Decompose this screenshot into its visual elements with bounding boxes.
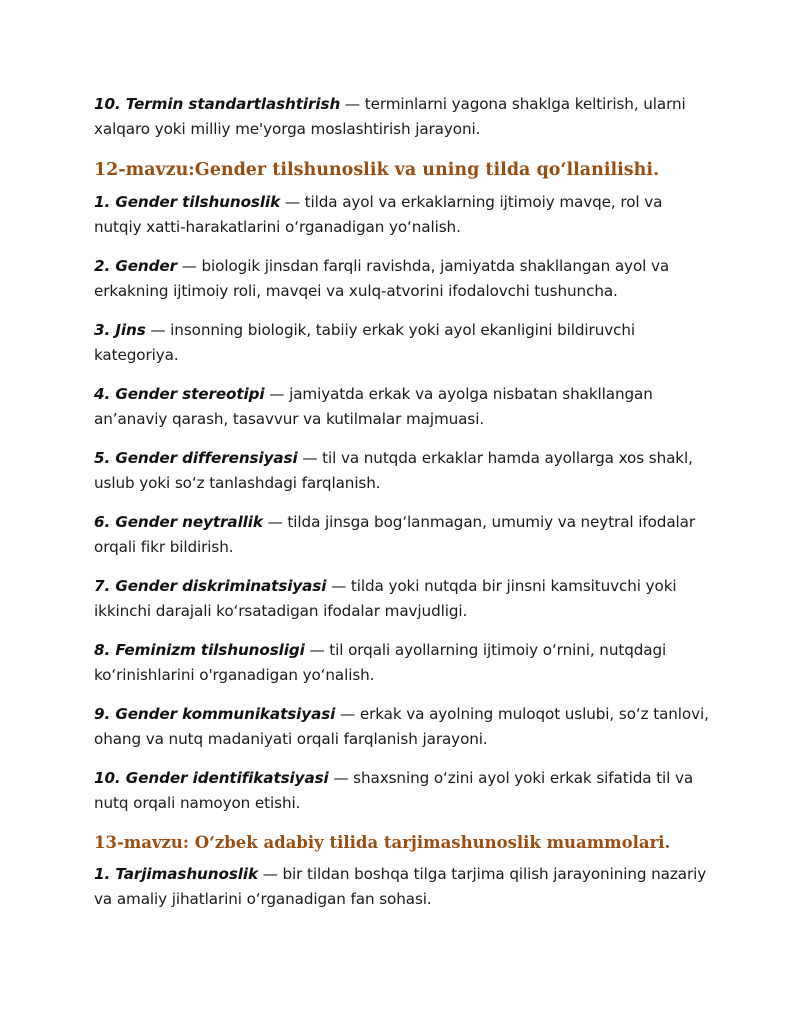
glossary-entry bbox=[94, 638, 714, 688]
section-12-heading: 12-mavzu:Gender tilshunoslik va uning tilda qo‘llanilishi. bbox=[94, 160, 660, 180]
document-page bbox=[94, 92, 714, 926]
entry-term: 7. Gender diskriminatsiyasi bbox=[94, 577, 327, 595]
entry-definition: — tilda jinsga bog‘lanmagan, umumiy va neytral ifodalar orqali fikr bildirish. bbox=[94, 513, 696, 556]
entry-definition: — jamiyatda erkak va ayolga nisbatan shakllangan an’anaviy qarash, tasavvur va kutilmalar majmuasi. bbox=[94, 385, 653, 428]
entry-definition: — tilda ayol va erkaklarning ijtimoiy mavqe, rol va nutqiy xatti-harakatlarini o‘rganadigan yo‘nalish. bbox=[94, 193, 663, 236]
entry-definition: — til orqali ayollarning ijtimoiy o‘rnini, nutqdagi ko‘rinishlarini o'rganadigan yo‘nalish. bbox=[94, 641, 667, 684]
entry-definition: — biologik jinsdan farqli ravishda, jamiyatda shakllangan ayol va erkakning ijtimoiy roli, mavqei va xulq-atvorini ifodalovchi tushuncha. bbox=[94, 257, 670, 300]
glossary-entry bbox=[94, 382, 714, 432]
entry-term: 6. Gender neytrallik bbox=[94, 513, 263, 531]
glossary-entry bbox=[94, 254, 714, 304]
glossary-entry bbox=[94, 190, 714, 240]
entry-term: 2. Gender bbox=[94, 257, 177, 275]
entry-definition: — bir tildan boshqa tilga tarjima qilish jarayonining nazariy va amaliy jihatlarini o‘rganadigan fan sohasi. bbox=[94, 865, 707, 908]
section-13-heading: 13-mavzu: O‘zbek adabiy tilida tarjimashunoslik muammolari. bbox=[94, 833, 671, 852]
glossary-entry bbox=[94, 446, 714, 496]
entry-definition: — til va nutqda erkaklar hamda ayollarga xos shakl, uslub yoki so‘z tanlashdagi farqlanish. bbox=[94, 449, 693, 492]
glossary-entry bbox=[94, 862, 714, 912]
entry-term: 5. Gender differensiyasi bbox=[94, 449, 298, 467]
entry-definition: — tilda yoki nutqda bir jinsni kamsituvchi yoki ikkinchi darajali ko‘rsatadigan ifodalar mavjudligi. bbox=[94, 577, 677, 620]
glossary-entry bbox=[94, 510, 714, 560]
entry-term: 10. Termin standartlashtirish bbox=[94, 95, 341, 113]
glossary-entry bbox=[94, 92, 714, 142]
entry-term: 4. Gender stereotipi bbox=[94, 385, 265, 403]
glossary-entry bbox=[94, 318, 714, 368]
entry-definition: — terminlarni yagona shaklga keltirish, ularni xalqaro yoki milliy me'yorga moslashtirish jarayoni. bbox=[94, 95, 686, 138]
entry-term: 9. Gender kommunikatsiyasi bbox=[94, 705, 336, 723]
glossary-entry bbox=[94, 574, 714, 624]
entry-term: 1. Gender tilshunoslik bbox=[94, 193, 281, 211]
entry-definition: — shaxsning o‘zini ayol yoki erkak sifatida til va nutq orqali namoyon etishi. bbox=[94, 769, 694, 812]
entry-definition: — insonning biologik, tabiiy erkak yoki ayol ekanligini bildiruvchi kategoriya. bbox=[94, 321, 636, 364]
entry-term: 8. Feminizm tilshunosligi bbox=[94, 641, 305, 659]
glossary-entry bbox=[94, 702, 714, 752]
entry-term: 1. Tarjimashunoslik bbox=[94, 865, 258, 883]
glossary-entry bbox=[94, 766, 714, 816]
entry-term: 10. Gender identifikatsiyasi bbox=[94, 769, 329, 787]
entry-definition: — erkak va ayolning muloqot uslubi, so‘z tanlovi, ohang va nutq madaniyati orqali farqlanish jarayoni. bbox=[94, 705, 709, 748]
entry-term: 3. Jins bbox=[94, 321, 146, 339]
